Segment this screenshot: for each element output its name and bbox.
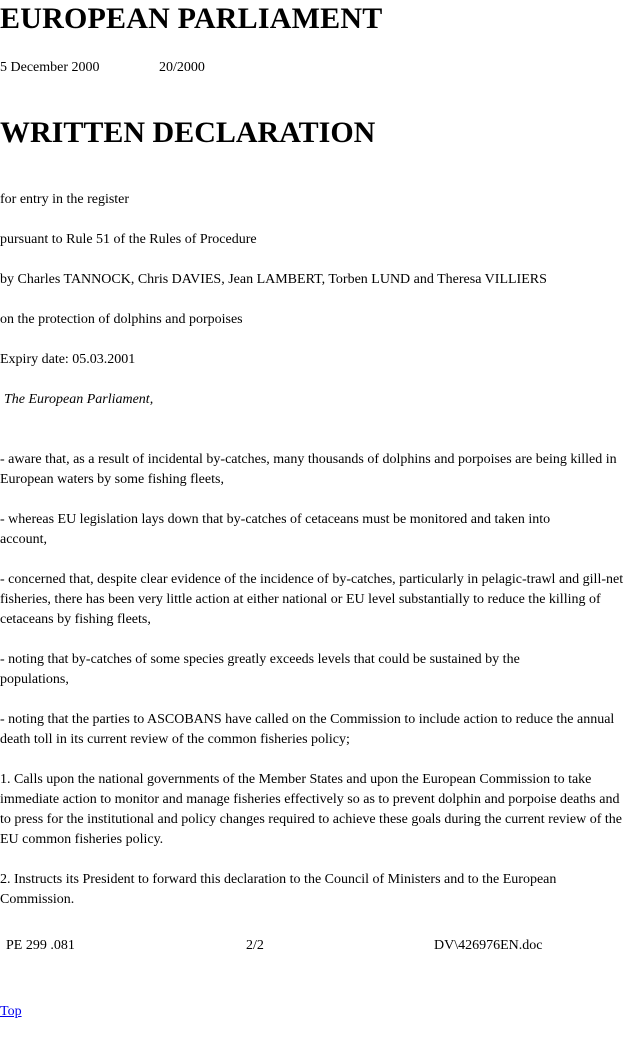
recital-5: - noting that the parties to ASCOBANS have called on the Commission to include action to reduce the annual death toll in its current review of the common fisheries policy; xyxy=(0,712,615,747)
recital-3: - concerned that, despite clear evidence of the incidence of by-catches, particularly in pelagic-trawl and gill-net fisheries, there has been very little action at either national or EU level substantially to reduce the killing of cetaceans by fishing fleets, xyxy=(0,572,624,627)
top-link[interactable]: Top xyxy=(0,1004,22,1019)
footer-reference: PE 299 .081 xyxy=(6,938,75,953)
authors-line: by Charles TANNOCK, Chris DAVIES, Jean LAMBERT, Torben LUND and Theresa VILLIERS xyxy=(0,272,547,287)
footer-page-number: 2/2 xyxy=(246,938,264,953)
declaration-date: 5 December 2000 xyxy=(0,60,100,75)
expiry-line: Expiry date: 05.03.2001 xyxy=(0,352,136,367)
article-1: 1. Calls upon the national governments of the Member States and upon the European Commission to take immediate action to monitor and manage fisheries effectively so as to prevent dolphin and porpoise deaths and to press for the institutional and policy changes required to achieve these goals during the current review of the EU common fisheries policy. xyxy=(0,772,623,847)
article-2: 2. Instructs its President to forward this declaration to the Council of Ministers and to the European Commission. xyxy=(0,872,557,907)
declaration-heading: WRITTEN DECLARATION xyxy=(0,116,376,149)
recital-1: - aware that, as a result of incidental by-catches, many thousands of dolphins and porpoises are being killed in European waters by some fishing fleets, xyxy=(0,452,617,487)
declaration-number: 20/2000 xyxy=(159,60,205,75)
page-title: EUROPEAN PARLIAMENT xyxy=(0,2,383,35)
recital-2: - whereas EU legislation lays down that by-catches of cetaceans must be monitored and taken into account, xyxy=(0,512,551,547)
pursuant-line: pursuant to Rule 51 of the Rules of Procedure xyxy=(0,232,257,247)
parliament-line: The European Parliament, xyxy=(4,392,154,407)
footer-document-id: DV\426976EN.doc xyxy=(434,938,543,953)
recital-4: - noting that by-catches of some species greatly exceeds levels that could be sustained by the populations, xyxy=(0,652,520,687)
subject-line: on the protection of dolphins and porpoises xyxy=(0,312,243,327)
entry-line: for entry in the register xyxy=(0,192,130,207)
